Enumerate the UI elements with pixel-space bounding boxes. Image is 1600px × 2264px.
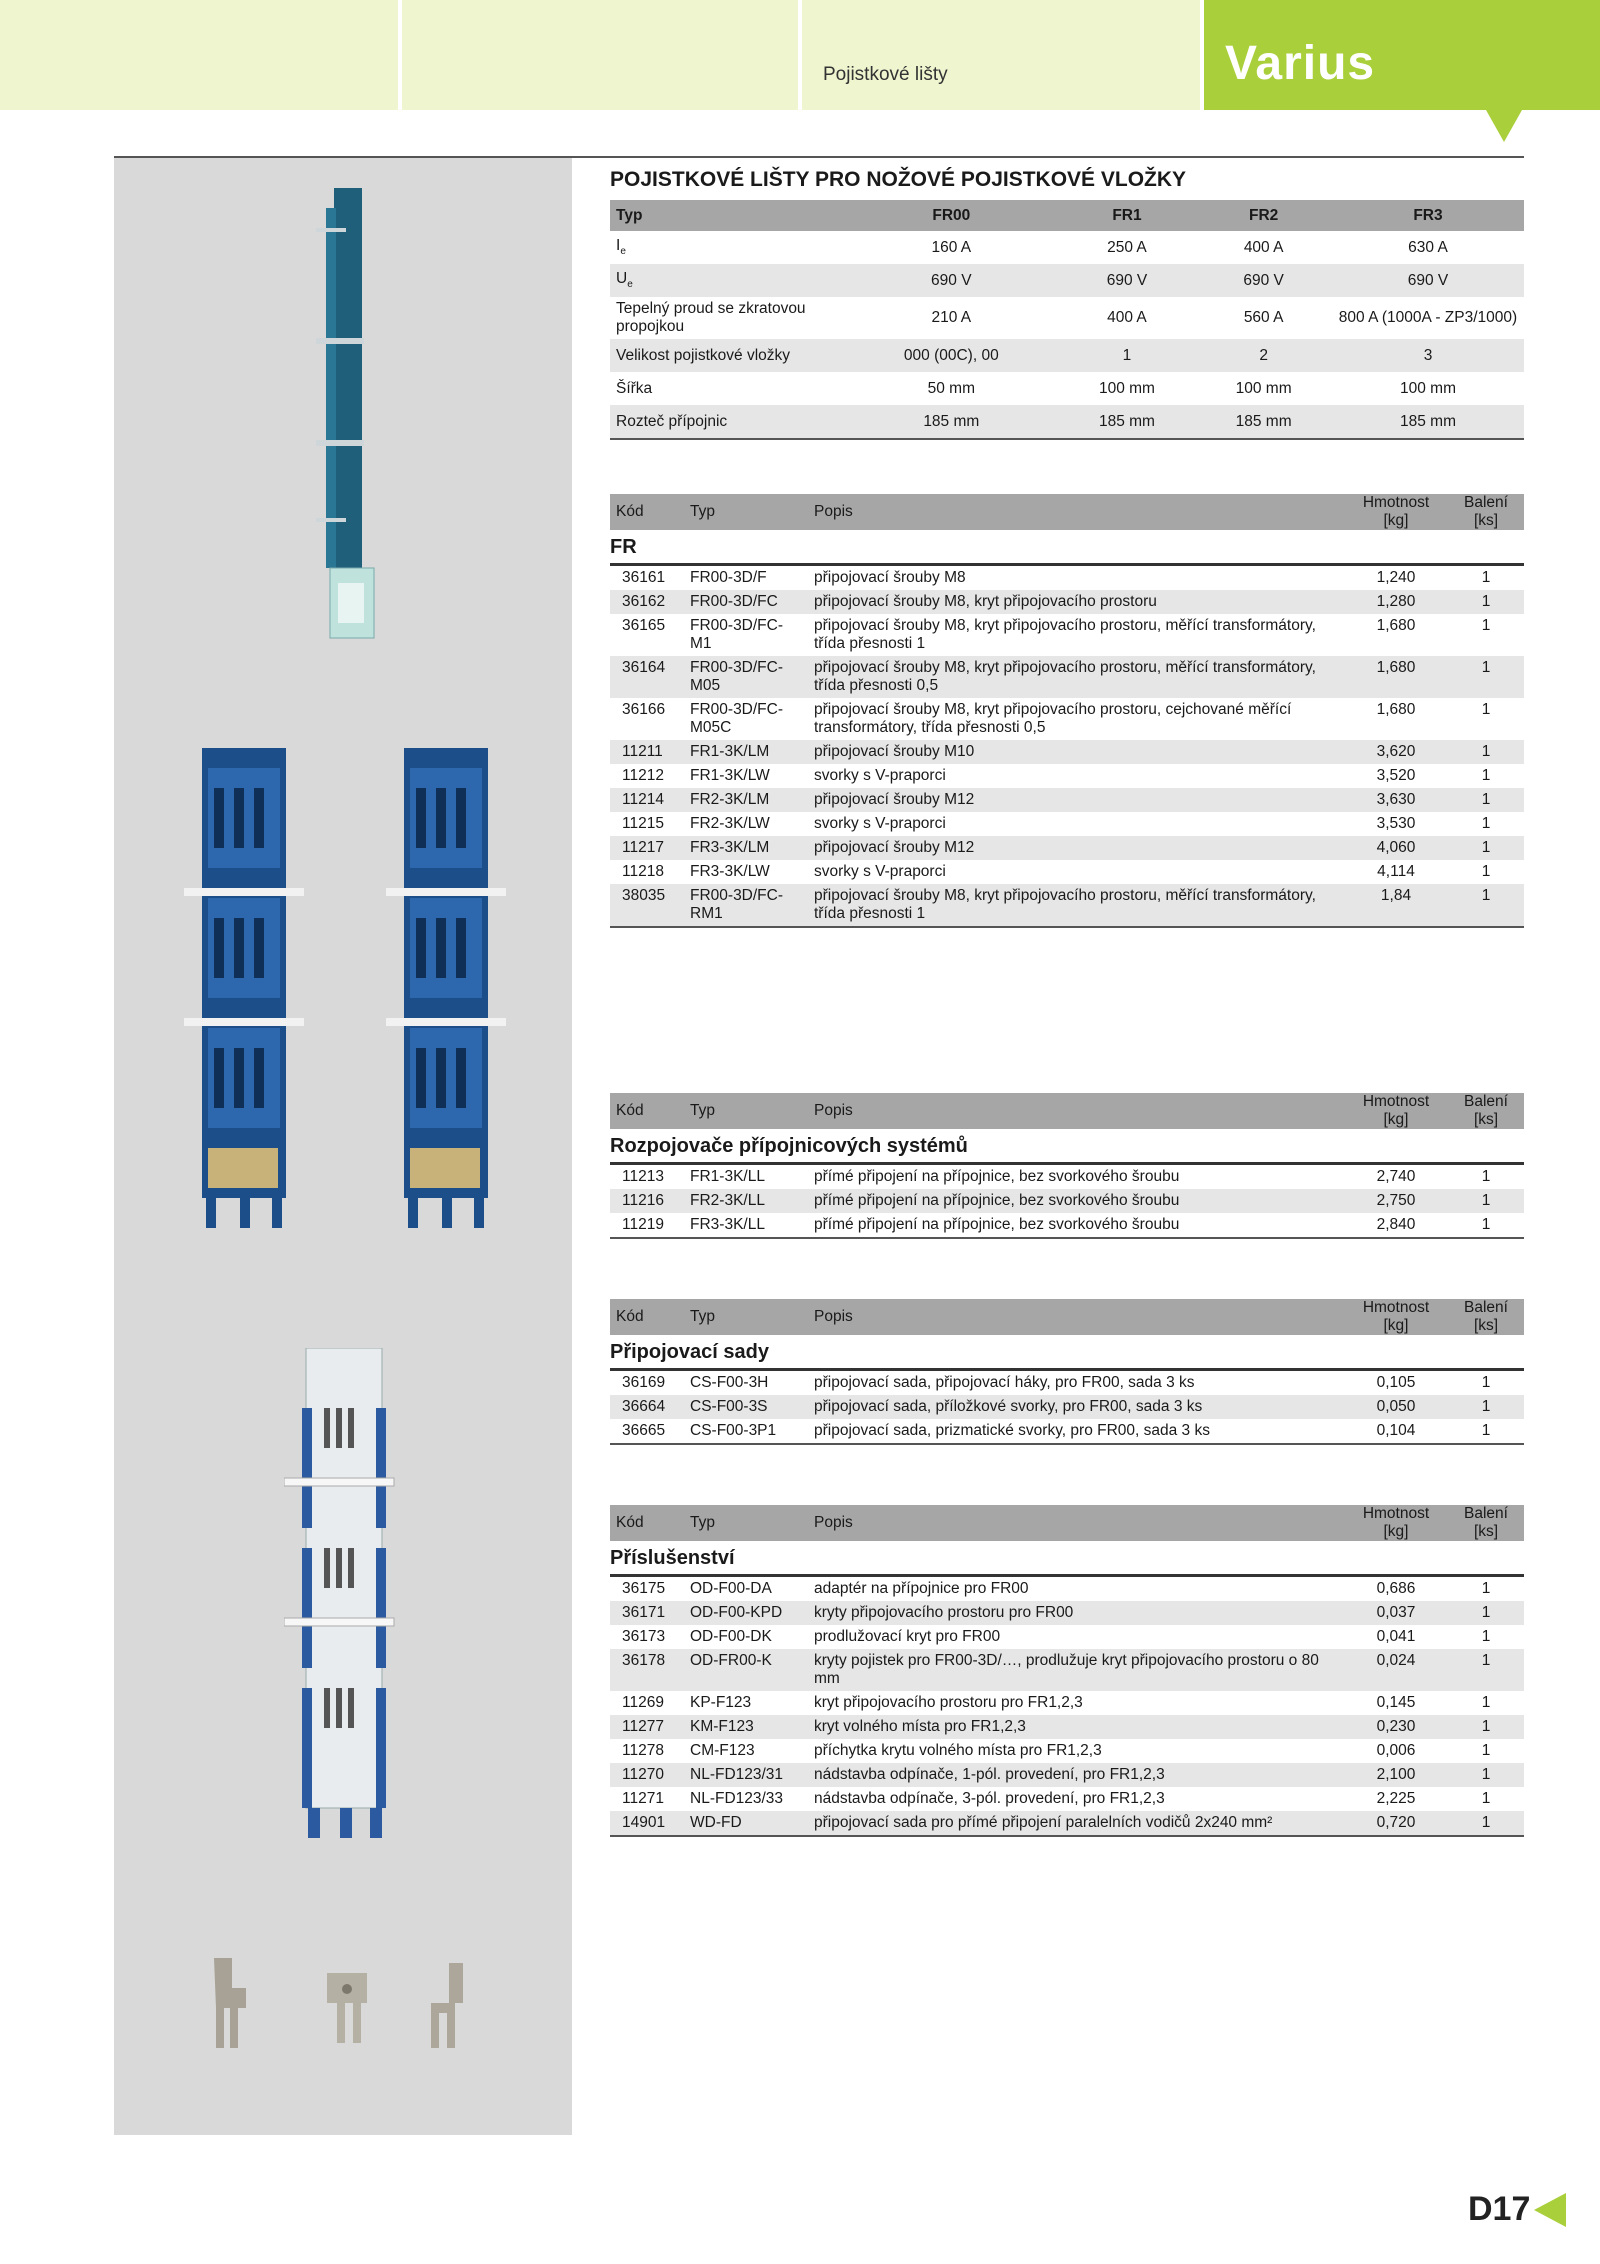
cell-bal: 1	[1448, 1649, 1524, 1691]
cell-bal: 1	[1448, 1715, 1524, 1739]
table-row	[610, 590, 1524, 614]
spec-value: 400 A	[1107, 309, 1147, 326]
cell-kod: 11212	[622, 767, 664, 784]
cell-kod: 11217	[610, 836, 684, 860]
cell-hm: 1,84	[1344, 884, 1448, 927]
cell-hm: 0,024	[1344, 1649, 1448, 1691]
cell-popis: adaptér na přípojnice pro FR00	[814, 1580, 1029, 1597]
group-heading: FR	[610, 530, 1524, 565]
cell-kod: 36161	[622, 569, 666, 586]
cell-popis: svorky s V-praporci	[814, 767, 946, 784]
group-heading: Příslušenství	[610, 1541, 1524, 1576]
cell-bal: 1	[1448, 1213, 1524, 1238]
column-header-typ: Typ	[684, 1505, 808, 1541]
cell-bal: 1	[1481, 767, 1491, 784]
spec-value: 800 A (1000A - ZP3/1000)	[1338, 309, 1518, 326]
spec-value: 100 mm	[1400, 379, 1456, 397]
cell-popis: nádstavba odpínače, 3-pól. provedení, pro FR1,2,3	[814, 1790, 1165, 1807]
cell-popis: připojovací šrouby M10	[808, 740, 1344, 764]
cell-typ: OD-FR00-K	[684, 1649, 808, 1691]
cell-bal: 1	[1448, 836, 1524, 860]
cell-bal: 1	[1448, 1601, 1524, 1625]
spec-header: Typ	[610, 200, 844, 231]
cell-hm: 0,041	[1376, 1628, 1416, 1645]
cell-popis: prodlužovací kryt pro FR00	[814, 1628, 1001, 1645]
cell-hm: 1,680	[1344, 656, 1448, 698]
cell-hm: 4,114	[1377, 863, 1415, 880]
spec-label-text: Rozteč přípojnic	[616, 412, 728, 430]
column-header-hmotnost: Hmotnost [kg]	[1344, 1505, 1448, 1541]
cell-typ: FR1-3K/LW	[690, 767, 770, 784]
column-header-kod: Kód	[610, 494, 684, 530]
spec-value: 160 A	[931, 238, 972, 256]
table-row	[610, 740, 1524, 764]
spec-row	[610, 264, 1524, 297]
cell-typ: KM-F123	[684, 1715, 808, 1739]
cell-kod: 36178	[610, 1649, 684, 1691]
cell-bal: 1	[1481, 815, 1491, 832]
cell-hm: 1,680	[1376, 617, 1416, 634]
cell-typ: CS-F00-3P1	[684, 1419, 808, 1444]
cell-popis: připojovací sada, prizmatické svorky, pro FR00, sada 3 ks	[808, 1419, 1344, 1444]
cell-kod: 36166	[622, 701, 666, 718]
cell-typ: FR3-3K/LM	[684, 836, 808, 860]
cell-hm: 0,104	[1344, 1419, 1448, 1444]
column-header-baleni: Balení [ks]	[1448, 1299, 1524, 1335]
table-row	[610, 1649, 1524, 1691]
cell-kod: 36665	[610, 1419, 684, 1444]
cell-hm: 0,145	[1376, 1694, 1416, 1711]
cell-kod: 36165	[622, 617, 666, 634]
cell-typ: FR2-3K/LL	[684, 1189, 808, 1213]
page-number: D17	[1468, 2190, 1531, 2228]
cell-bal: 1	[1481, 1790, 1491, 1807]
table-row	[610, 1164, 1524, 1190]
column-header-typ: Typ	[684, 1299, 808, 1335]
group-heading-row	[610, 1541, 1524, 1576]
table-row	[610, 1787, 1524, 1811]
cell-popis: připojovací sada, připojovací háky, pro FR00, sada 3 ks	[814, 1374, 1195, 1391]
cell-bal: 1	[1481, 1694, 1491, 1711]
cell-bal: 1	[1448, 884, 1524, 927]
cell-hm: 0,050	[1344, 1395, 1448, 1419]
cell-popis: připojovací šrouby M8, kryt připojovacího prostoru, měřící transformátory, třída přesnosti 1	[808, 884, 1344, 927]
spec-value: 000 (00C), 00	[844, 339, 1059, 372]
cell-hm: 1,680	[1376, 701, 1416, 718]
cell-kod: 38035	[610, 884, 684, 927]
table-row	[610, 1763, 1524, 1787]
spec-value: 185 mm	[1332, 405, 1524, 439]
spec-value: 690 V	[1195, 264, 1332, 297]
cell-typ: OD-F00-DK	[690, 1628, 772, 1645]
spec-value: 2	[1195, 339, 1332, 372]
cell-typ: FR3-3K/LL	[684, 1213, 808, 1238]
table-row	[610, 1370, 1524, 1396]
table-row	[610, 1189, 1524, 1213]
cell-hm: 3,630	[1344, 788, 1448, 812]
cell-bal: 1	[1481, 701, 1491, 718]
cell-typ: NL-FD123/33	[690, 1790, 784, 1807]
spec-row	[610, 372, 1524, 405]
cell-kod: 11277	[610, 1715, 684, 1739]
column-header-hmotnost: Hmotnost [kg]	[1344, 1299, 1448, 1335]
cell-typ: FR1-3K/LM	[684, 740, 808, 764]
spec-value: 100 mm	[1098, 379, 1155, 397]
column-header-baleni: Balení [ks]	[1448, 1093, 1524, 1129]
fuse-strip-blue-image	[184, 748, 304, 1228]
cell-kod: 11270	[610, 1763, 684, 1787]
cell-bal: 1	[1448, 590, 1524, 614]
cell-bal: 1	[1481, 569, 1491, 586]
cell-popis: přímé připojení na přípojnice, bez svorkového šroubu	[814, 1168, 1180, 1185]
cell-kod: 11219	[610, 1213, 684, 1238]
table-row	[610, 1213, 1524, 1238]
spec-label	[610, 405, 844, 439]
cell-hm: 3,520	[1376, 767, 1416, 784]
cell-hm: 2,225	[1376, 1790, 1416, 1807]
column-header-popis: Popis	[808, 1505, 1344, 1541]
table-row	[610, 1601, 1524, 1625]
cell-bal: 1	[1481, 1742, 1491, 1759]
cell-hm: 3,530	[1376, 815, 1416, 832]
cell-bal: 1	[1448, 1189, 1524, 1213]
cell-kod: 11213	[622, 1168, 664, 1185]
column-header-popis: Popis	[808, 1299, 1344, 1335]
table-row	[610, 1576, 1524, 1602]
cell-bal: 1	[1481, 863, 1491, 880]
spec-label-subscript: e	[627, 279, 633, 291]
table-row	[610, 1625, 1524, 1649]
cell-hm: 0,105	[1376, 1374, 1416, 1391]
cell-kod: 36169	[622, 1374, 666, 1391]
spec-label	[610, 264, 844, 297]
product-table	[610, 494, 1524, 928]
spec-label-text: Tepelný proud se zkratovou propojkou	[616, 300, 806, 335]
table-row	[610, 1419, 1524, 1444]
group-heading-row	[610, 1129, 1524, 1164]
cell-popis: připojovací šrouby M12	[808, 836, 1344, 860]
page-title: POJISTKOVÉ LIŠTY PRO NOŽOVÉ POJISTKOVÉ VLOŽKY	[610, 168, 1187, 191]
cell-bal: 1	[1448, 1419, 1524, 1444]
cell-kod: 11278	[622, 1742, 664, 1759]
spec-header: FR00	[844, 200, 1059, 231]
cell-typ: CS-F00-3H	[690, 1374, 769, 1391]
table-row	[610, 614, 1524, 656]
table-row	[610, 884, 1524, 927]
header-cell	[0, 0, 398, 110]
spec-value: 630 A	[1408, 238, 1448, 256]
cell-hm: 0,006	[1376, 1742, 1416, 1759]
connection-hook-image	[204, 1958, 264, 2058]
section-title: Pojistkové lišty	[823, 64, 948, 85]
cell-typ: NL-FD123/31	[684, 1763, 808, 1787]
cell-popis: připojovací šrouby M8, kryt připojovacího prostoru, měřící transformátory, třída přesnosti 0,5	[808, 656, 1344, 698]
cell-kod: 36173	[622, 1628, 666, 1645]
cell-hm: 0,686	[1376, 1580, 1416, 1597]
product-table	[610, 1299, 1524, 1445]
cell-typ: FR00-3D/F	[690, 569, 767, 586]
cell-hm: 3,620	[1344, 740, 1448, 764]
cell-popis: kryt připojovacího prostoru pro FR1,2,3	[814, 1694, 1083, 1711]
cell-hm: 2,750	[1344, 1189, 1448, 1213]
spec-value: 50 mm	[927, 379, 975, 397]
cell-popis: připojovací šrouby M8, kryt připojovacího prostoru, měřící transformátory, třída přesnosti 1	[814, 617, 1316, 652]
column-header-kod: Kód	[610, 1505, 684, 1541]
spec-value: 185 mm	[844, 405, 1059, 439]
cell-typ: FR1-3K/LL	[690, 1168, 765, 1185]
brand-logo: Varius	[1225, 37, 1376, 90]
spec-value: 210 A	[931, 309, 972, 326]
cell-typ: FR00-3D/FC-RM1	[684, 884, 808, 927]
column-header-hmotnost: Hmotnost [kg]	[1344, 1093, 1448, 1129]
table-row	[610, 812, 1524, 836]
connection-clamp-image	[319, 1973, 379, 2053]
spec-table	[610, 200, 1524, 440]
column-header-popis: Popis	[808, 494, 1344, 530]
cell-typ: OD-F00-DA	[690, 1580, 772, 1597]
spec-value: 690 V	[844, 264, 1059, 297]
table-row	[610, 565, 1524, 591]
table-row	[610, 836, 1524, 860]
cell-popis: připojovací šrouby M8, kryt připojovacího prostoru	[808, 590, 1344, 614]
cell-popis: příchytka krytu volného místa pro FR1,2,3	[814, 1742, 1102, 1759]
cell-hm: 2,740	[1376, 1168, 1416, 1185]
header-cell	[402, 0, 798, 110]
page-header	[0, 0, 1600, 110]
cell-hm: 0,720	[1344, 1811, 1448, 1836]
column-header-popis: Popis	[808, 1093, 1344, 1129]
cell-bal: 1	[1448, 1763, 1524, 1787]
cell-hm: 0,037	[1344, 1601, 1448, 1625]
spec-row	[610, 297, 1524, 339]
spec-value: 560 A	[1243, 309, 1284, 326]
header-arrow-icon	[1486, 110, 1522, 142]
spec-label	[610, 339, 844, 372]
spec-value: 250 A	[1107, 238, 1147, 256]
fuse-strip-blue-image	[386, 748, 506, 1228]
spec-label	[610, 297, 844, 339]
cell-typ: FR2-3K/LW	[690, 815, 770, 832]
cell-popis: připojovací sada, příložkové svorky, pro FR00, sada 3 ks	[808, 1395, 1344, 1419]
cell-typ: KP-F123	[690, 1694, 752, 1711]
cell-bal: 1	[1448, 1811, 1524, 1836]
cell-typ: FR00-3D/FC	[684, 590, 808, 614]
cell-bal: 1	[1448, 788, 1524, 812]
spec-label-text: U	[616, 270, 628, 288]
cell-popis: přímé připojení na přípojnice, bez svorkového šroubu	[808, 1189, 1344, 1213]
cell-bal: 1	[1481, 617, 1491, 634]
cell-kod: 11214	[610, 788, 684, 812]
spec-row	[610, 405, 1524, 439]
cell-hm: 4,060	[1344, 836, 1448, 860]
cell-kod: 36171	[610, 1601, 684, 1625]
cell-kod: 14901	[610, 1811, 684, 1836]
column-header-typ: Typ	[684, 494, 808, 530]
cell-bal: 1	[1448, 1395, 1524, 1419]
table-row	[610, 698, 1524, 740]
column-header-baleni: Balení [ks]	[1448, 1505, 1524, 1541]
cell-popis: připojovací šrouby M8, kryt připojovacího prostoru, cejchované měřící transformátory, třída přesnosti 0,5	[814, 701, 1292, 736]
spec-row	[610, 339, 1524, 372]
column-header-kod: Kód	[610, 1093, 684, 1129]
spec-value: 690 V	[1059, 264, 1196, 297]
spec-row	[610, 231, 1524, 264]
cell-typ: CM-F123	[690, 1742, 755, 1759]
cell-typ: WD-FD	[684, 1811, 808, 1836]
cell-hm: 1,240	[1376, 569, 1416, 586]
cell-popis: připojovací šrouby M12	[808, 788, 1344, 812]
spec-value: 400 A	[1243, 238, 1284, 256]
product-table	[610, 1093, 1524, 1239]
cell-popis: svorky s V-praporci	[814, 863, 946, 880]
spec-value: 1	[1059, 339, 1196, 372]
cell-hm: 2,100	[1344, 1763, 1448, 1787]
product-images-panel	[114, 158, 572, 2135]
column-header-baleni: Balení [ks]	[1448, 494, 1524, 530]
cell-kod: 11216	[610, 1189, 684, 1213]
cell-popis: kryty pojistek pro FR00-3D/…, prodlužuje kryt připojovacího prostoru o 80 mm	[808, 1649, 1344, 1691]
prismatic-clamp-image	[419, 1963, 479, 2058]
cell-bal: 1	[1448, 740, 1524, 764]
cell-hm: 1,280	[1344, 590, 1448, 614]
cell-typ: FR3-3K/LW	[690, 863, 770, 880]
fuse-disconnector-white-image	[284, 1348, 404, 1838]
cell-kod: 36664	[610, 1395, 684, 1419]
cell-bal: 1	[1481, 1374, 1491, 1391]
product-table	[610, 1505, 1524, 1837]
cell-popis: svorky s V-praporci	[814, 815, 946, 832]
group-heading: Rozpojovače přípojnicových systémů	[610, 1129, 1524, 1164]
cell-bal: 1	[1448, 656, 1524, 698]
spec-label-text: Velikost pojistkové vložky	[616, 346, 791, 364]
cell-popis: připojovací šrouby M8	[814, 569, 966, 586]
spec-header: FR3	[1332, 200, 1524, 231]
cell-bal: 1	[1481, 1580, 1491, 1597]
spec-label	[610, 372, 844, 405]
header-cell	[802, 0, 1200, 110]
cell-kod: 11211	[610, 740, 684, 764]
column-header-hmotnost: Hmotnost [kg]	[1344, 494, 1448, 530]
cell-popis: kryty připojovacího prostoru pro FR00	[808, 1601, 1344, 1625]
spec-header: FR1	[1059, 200, 1196, 231]
spec-value: 690 V	[1332, 264, 1524, 297]
cell-typ: FR00-3D/FC-M05	[684, 656, 808, 698]
table-row	[610, 1811, 1524, 1836]
spec-label-text: I	[616, 237, 621, 255]
table-row	[610, 860, 1524, 884]
cell-kod: 11269	[622, 1694, 664, 1711]
spec-label-text: Šířka	[616, 379, 653, 397]
table-row	[610, 788, 1524, 812]
cell-hm: 2,840	[1344, 1213, 1448, 1238]
spec-header: FR2	[1195, 200, 1332, 231]
column-header-typ: Typ	[684, 1093, 808, 1129]
spec-value: 100 mm	[1235, 379, 1292, 397]
cell-typ: FR00-3D/FC-M1	[690, 617, 784, 652]
spec-value: 3	[1332, 339, 1524, 372]
cell-typ: FR00-3D/FC-M05C	[690, 701, 784, 736]
cell-popis: připojovací sada pro přímé připojení paralelních vodičů 2x240 mm²	[808, 1811, 1344, 1836]
cell-kod: 11218	[622, 863, 664, 880]
group-heading-row	[610, 1335, 1524, 1370]
fuse-strip-slim-image	[304, 188, 394, 648]
cell-typ: FR2-3K/LM	[684, 788, 808, 812]
group-heading: Připojovací sady	[610, 1335, 1524, 1370]
cell-kod: 36164	[610, 656, 684, 698]
spec-value: 185 mm	[1059, 405, 1196, 439]
cell-popis: nádstavba odpínače, 1-pól. provedení, pro FR1,2,3	[808, 1763, 1344, 1787]
table-row	[610, 1691, 1524, 1715]
table-row	[610, 656, 1524, 698]
cell-kod: 36175	[622, 1580, 666, 1597]
cell-hm: 0,230	[1344, 1715, 1448, 1739]
cell-kod: 36162	[610, 590, 684, 614]
cell-popis: přímé připojení na přípojnice, bez svorkového šroubu	[808, 1213, 1344, 1238]
spec-label	[610, 231, 844, 264]
page-arrow-icon	[1534, 2193, 1566, 2227]
cell-typ: CS-F00-3S	[684, 1395, 808, 1419]
cell-typ: OD-F00-KPD	[684, 1601, 808, 1625]
cell-bal: 1	[1481, 1628, 1491, 1645]
column-header-kod: Kód	[610, 1299, 684, 1335]
cell-popis: kryt volného místa pro FR1,2,3	[808, 1715, 1344, 1739]
cell-kod: 11215	[622, 815, 664, 832]
cell-kod: 11271	[622, 1790, 664, 1807]
cell-bal: 1	[1481, 1168, 1491, 1185]
table-row	[610, 764, 1524, 788]
table-row	[610, 1739, 1524, 1763]
spec-value: 185 mm	[1195, 405, 1332, 439]
group-heading-row	[610, 530, 1524, 565]
table-row	[610, 1715, 1524, 1739]
table-row	[610, 1395, 1524, 1419]
spec-label-subscript: e	[620, 246, 626, 258]
